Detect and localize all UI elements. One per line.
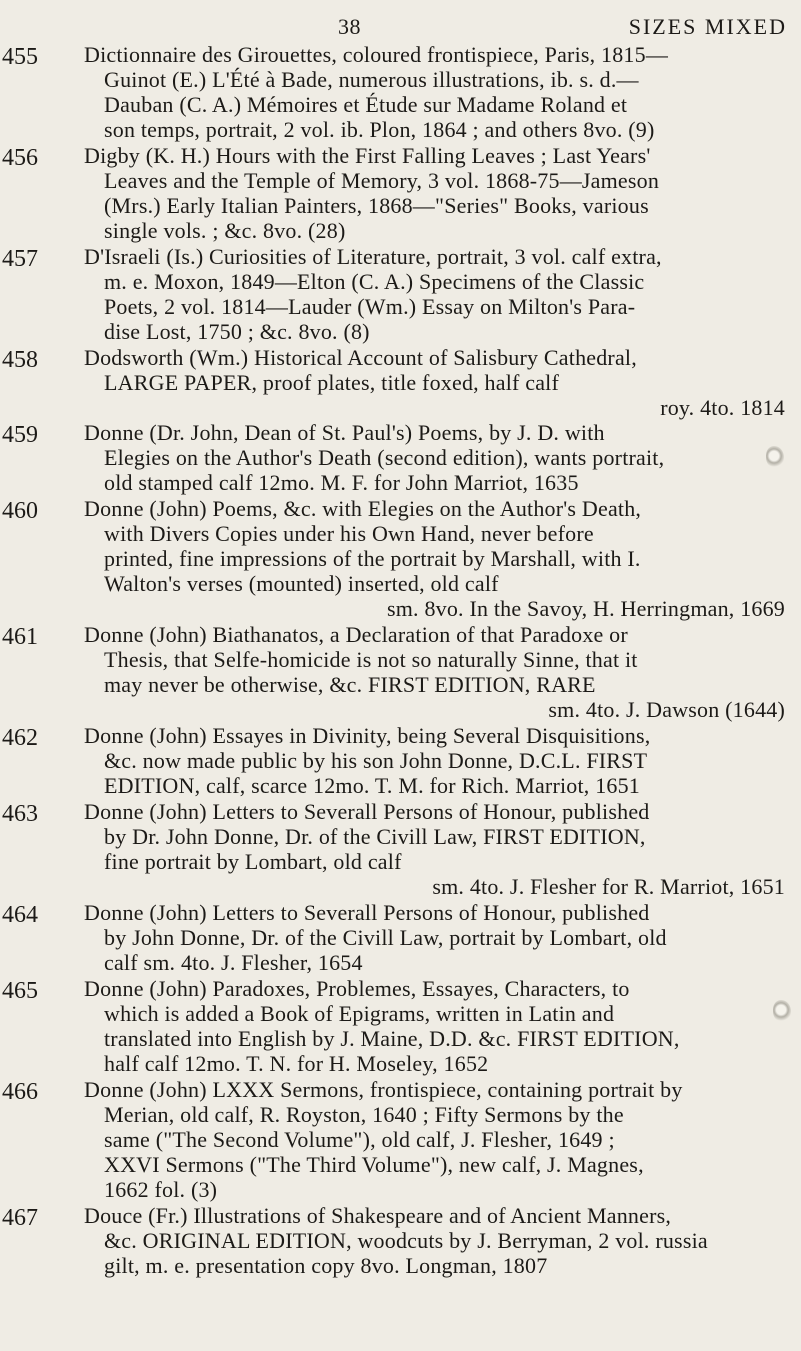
- entry-description: [84, 420, 789, 495]
- entry-line: son temps, portrait, 2 vol. ib. Plon, 1864 ; and others 8vo. (9): [104, 117, 655, 142]
- entry-description: [84, 42, 789, 142]
- entry-line: Leaves and the Temple of Memory, 3 vol. 1868-75—Jameson: [104, 168, 660, 193]
- entry-line: Thesis, that Selfe-homicide is not so naturally Sinne, that it: [104, 647, 638, 672]
- entry-description: [84, 143, 789, 243]
- entry-line: translated into English by J. Maine, D.D. &c. FIRST EDITION,: [104, 1026, 680, 1051]
- entry-line: half calf 12mo. T. N. for H. Moseley, 1652: [104, 1051, 489, 1076]
- entry-line: Dodsworth (Wm.) Historical Account of Salisbury Cathedral,: [84, 345, 637, 370]
- entry-line: roy. 4to. 1814: [660, 395, 785, 420]
- lot-number: 455: [2, 44, 38, 70]
- entry-line: sm. 4to. J. Dawson (1644): [548, 697, 785, 722]
- entry-line: calf sm. 4to. J. Flesher, 1654: [104, 950, 363, 975]
- entry-line: EDITION, calf, scarce 12mo. T. M. for Rich. Marriot, 1651: [104, 773, 640, 798]
- entry-line: Walton's verses (mounted) inserted, old calf: [104, 571, 499, 596]
- lot-number: 459: [2, 422, 38, 448]
- entry-description: [84, 622, 789, 722]
- entry-description: [84, 900, 789, 975]
- entry-line: Donne (John) Letters to Severall Persons of Honour, published: [84, 900, 650, 925]
- page-blemish: [773, 1000, 791, 1022]
- entry-description: [84, 496, 789, 621]
- entry-line: single vols. ; &c. 8vo. (28): [104, 218, 346, 243]
- entry-line: Poets, 2 vol. 1814—Lauder (Wm.) Essay on Milton's Para-: [104, 294, 636, 319]
- lot-number: 458: [2, 347, 38, 373]
- lot-number: 465: [2, 978, 38, 1004]
- entry-line: &c. now made public by his son John Donne, D.C.L. FIRST: [104, 748, 648, 773]
- entry-line: Merian, old calf, R. Royston, 1640 ; Fifty Sermons by the: [104, 1102, 624, 1127]
- entry-line: by Dr. John Donne, Dr. of the Civill Law, FIRST EDITION,: [104, 824, 646, 849]
- entry-line: Dictionnaire des Girouettes, coloured frontispiece, Paris, 1815—: [84, 42, 669, 67]
- entry-description: [84, 244, 789, 344]
- entry-line: fine portrait by Lombart, old calf: [104, 849, 402, 874]
- entry-line: Donne (John) Biathanatos, a Declaration of that Paradoxe or: [84, 622, 628, 647]
- entry-line: old stamped calf 12mo. M. F. for John Marriot, 1635: [104, 470, 579, 495]
- lot-number: 463: [2, 801, 38, 827]
- entry-line: sm. 8vo. In the Savoy, H. Herringman, 1669: [386, 596, 785, 621]
- entry-description: [84, 976, 789, 1076]
- lot-number: 461: [2, 624, 38, 650]
- entry-line: Donne (Dr. John, Dean of St. Paul's) Poems, by J. D. with: [84, 420, 605, 445]
- entry-line: LARGE PAPER, proof plates, title foxed, half calf: [104, 370, 560, 395]
- entry-line: Donne (John) Letters to Severall Persons of Honour, published: [84, 799, 650, 824]
- entry-line: may never be otherwise, &c. FIRST EDITION, RARE: [104, 672, 596, 697]
- entry-line: with Divers Copies under his Own Hand, never before: [104, 521, 594, 546]
- entry-description: [84, 1077, 789, 1202]
- lot-number: 467: [2, 1205, 38, 1231]
- entry-line: 1662 fol. (3): [104, 1177, 218, 1202]
- page-blemish: [766, 446, 784, 468]
- entry-line: D'Israeli (Is.) Curiosities of Literature, portrait, 3 vol. calf extra,: [84, 244, 662, 269]
- page-number: 38: [338, 14, 361, 39]
- entry-line: Donne (John) Poems, &c. with Elegies on the Author's Death,: [84, 496, 642, 521]
- lot-number: 456: [2, 145, 38, 171]
- running-head: SIZES MIXED: [628, 14, 787, 39]
- lot-number: 457: [2, 246, 38, 272]
- entry-description: [84, 1203, 789, 1278]
- entry-line: Dauban (C. A.) Mémoires et Étude sur Madame Roland et: [104, 92, 628, 117]
- entry-description: [84, 723, 789, 798]
- entry-line: Donne (John) Essayes in Divinity, being Several Disquisitions,: [84, 723, 651, 748]
- entry-line: printed, fine impressions of the portrait by Marshall, with I.: [104, 546, 641, 571]
- entry-line: (Mrs.) Early Italian Painters, 1868—"Series" Books, various: [104, 193, 649, 218]
- entry-line: dise Lost, 1750 ; &c. 8vo. (8): [104, 319, 370, 344]
- entry-line: gilt, m. e. presentation copy 8vo. Longman, 1807: [104, 1253, 548, 1278]
- entry-line: Digby (K. H.) Hours with the First Falling Leaves ; Last Years': [84, 143, 651, 168]
- entry-line: Douce (Fr.) Illustrations of Shakespeare and of Ancient Manners,: [84, 1203, 672, 1228]
- entry-line: Guinot (E.) L'Été à Bade, numerous illustrations, ib. s. d.—: [104, 67, 639, 92]
- lot-number: 462: [2, 725, 38, 751]
- entry-line: XXVI Sermons ("The Third Volume"), new calf, J. Magnes,: [104, 1152, 644, 1177]
- entry-line: which is added a Book of Epigrams, written in Latin and: [104, 1001, 615, 1026]
- entry-line: m. e. Moxon, 1849—Elton (C. A.) Specimens of the Classic: [104, 269, 645, 294]
- entry-description: [84, 799, 789, 899]
- entry-line: Elegies on the Author's Death (second edition), wants portrait,: [104, 445, 665, 470]
- entry-line: Donne (John) LXXX Sermons, frontispiece, containing portrait by: [84, 1077, 683, 1102]
- entry-line: by John Donne, Dr. of the Civill Law, portrait by Lombart, old: [104, 925, 667, 950]
- lot-number: 464: [2, 902, 38, 928]
- entry-description: [84, 345, 789, 420]
- entry-line: same ("The Second Volume"), old calf, J. Flesher, 1649 ;: [104, 1127, 615, 1152]
- lot-number: 460: [2, 498, 38, 524]
- entry-line: &c. ORIGINAL EDITION, woodcuts by J. Berryman, 2 vol. russia: [104, 1228, 708, 1253]
- page-header: [0, 14, 801, 44]
- entry-line: sm. 4to. J. Flesher for R. Marriot, 1651: [432, 874, 785, 899]
- lot-number: 466: [2, 1079, 38, 1105]
- entry-line: Donne (John) Paradoxes, Problemes, Essayes, Characters, to: [84, 976, 630, 1001]
